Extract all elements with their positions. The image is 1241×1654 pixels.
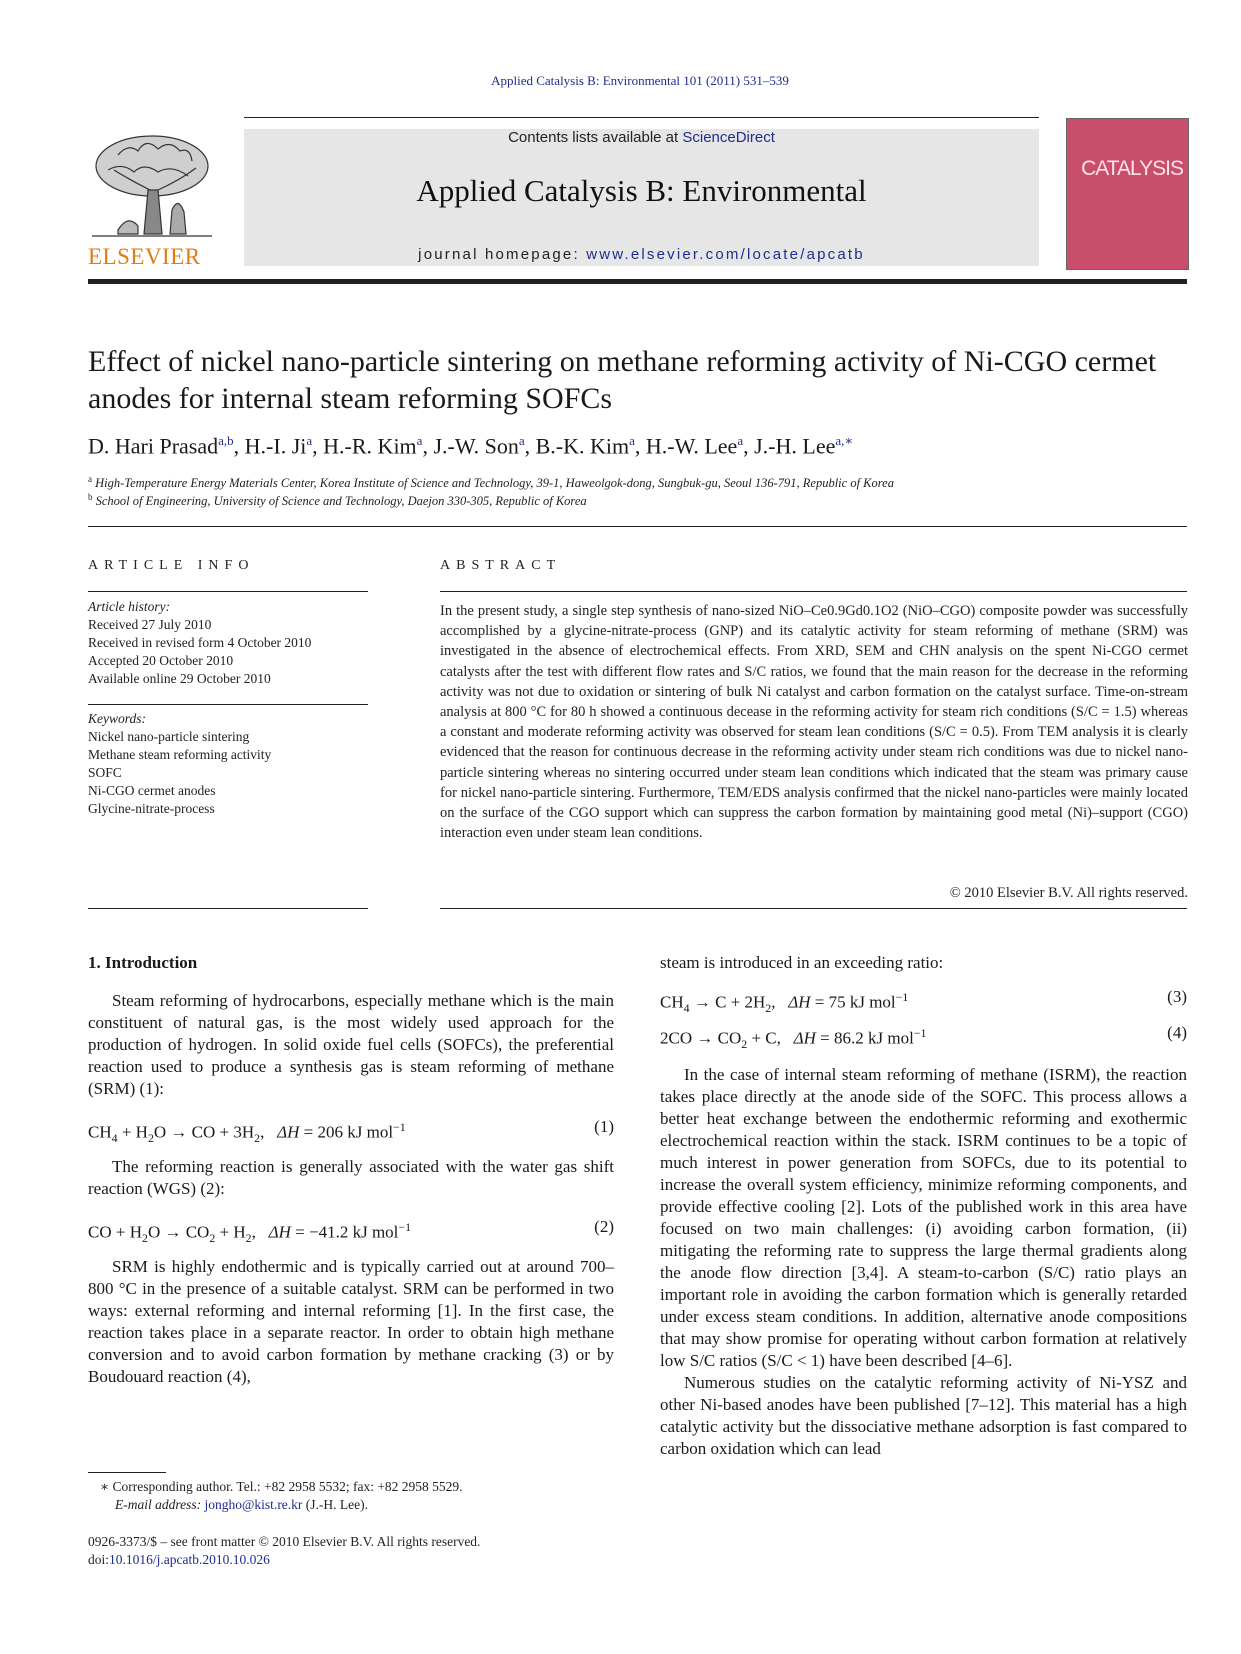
equation-dh: 206 kJ mol: [317, 1122, 394, 1142]
affiliation-mark: a: [88, 474, 92, 484]
doi-link[interactable]: 10.1016/j.apcatb.2010.10.026: [109, 1552, 270, 1567]
author-name: J.-H. Lee: [754, 433, 836, 459]
header-rule-thick: [88, 279, 1187, 284]
doi-line: [88, 1552, 270, 1568]
history-item: Received 27 July 2010: [88, 617, 212, 632]
author-name: B.-K. Kim: [535, 433, 630, 459]
author-name: H.-W. Lee: [645, 433, 738, 459]
footnote-corresponding: ∗ Corresponding author. Tel.: +82 2958 5532; fax: +82 2958 5529.: [100, 1479, 463, 1494]
keywords-label: Keywords:: [88, 711, 146, 726]
elsevier-wordmark: ELSEVIER: [88, 244, 201, 269]
homepage-link[interactable]: www.elsevier.com/locate/apcatb: [586, 246, 865, 263]
history-item: Available online 29 October 2010: [88, 671, 271, 686]
keyword-item: Glycine-nitrate-process: [88, 801, 215, 816]
contents-line: [244, 129, 1039, 146]
body-paragraph: SRM is highly endothermic and is typically carried out at around 700–800 °C in the presence of a suitable catalyst. SRM can be performed in two ways: external reforming and internal reforming [1]. In the first case, the reaction takes place in a separate reactor. In order to obtain high methane conversion and to avoid carbon formation by methane cracking (3) or by Boudouard reaction (4),: [88, 1257, 614, 1386]
affiliation: [88, 474, 1198, 491]
equation-dh: 86.2 kJ mol: [833, 1028, 914, 1048]
author-affil-mark[interactable]: a,b: [218, 433, 234, 448]
divider: [88, 908, 368, 909]
footnote-rule: [88, 1472, 166, 1473]
equation-4: $2CO \to CO_2 + C$, ΔH = 86.2 kJ mol$^{-1}$ (4): [660, 1023, 1187, 1052]
equation-dh: −41.2 kJ mol: [308, 1222, 399, 1242]
homepage-prefix: journal homepage:: [418, 246, 587, 263]
body-right-column: [660, 952, 1187, 1460]
author-affil-mark[interactable]: a,∗: [835, 433, 854, 448]
homepage-line: [244, 246, 1039, 263]
journal-title: Applied Catalysis B: Environmental: [416, 173, 867, 208]
author-name: J.-W. Son: [433, 433, 519, 459]
affiliation: [88, 492, 1198, 509]
affiliation-text: School of Engineering, University of Science and Technology, Daejon 330-305, Republic of Korea: [95, 494, 587, 509]
doi-label: doi:: [88, 1552, 110, 1567]
divider: [88, 704, 368, 705]
affiliation-text: High-Temperature Energy Materials Center, Korea Institute of Science and Technology, 39-1, Haweolgok-dong, Sungbuk-gu, Seoul 136-791, Republic of Korea: [95, 476, 894, 491]
keyword-item: Methane steam reforming activity: [88, 747, 272, 762]
equation-number: (1): [594, 1117, 614, 1136]
email-suffix: (J.-H. Lee).: [302, 1497, 369, 1512]
divider: [88, 591, 368, 592]
abstract-heading: ABSTRACT: [440, 558, 562, 573]
equation-number: (3): [1167, 987, 1187, 1006]
journal-banner: [244, 129, 1039, 266]
issn-line: 0926-3373/$ – see front matter © 2010 Elsevier B.V. All rights reserved.: [88, 1534, 481, 1549]
sciencedirect-link[interactable]: ScienceDirect: [682, 129, 775, 146]
journal-citation[interactable]: Applied Catalysis B: Environmental 101 (2011) 531–539: [491, 73, 789, 88]
contents-prefix: Contents lists available at: [508, 129, 683, 146]
equation-3: $CH_4 \to C + 2H_2$, ΔH = 75 kJ mol$^{-1}$ (3): [660, 987, 1187, 1016]
author-name: H.-I. Ji: [244, 433, 307, 459]
email-label: E-mail address:: [115, 1497, 205, 1512]
article-history: [88, 598, 370, 688]
body-paragraph: Numerous studies on the catalytic reforming activity of Ni-YSZ and other Ni-based anodes have been published [7–12]. This material has a high catalytic activity but the dissociative methane adsorption is fast compared to carbon oxidation which can lead: [660, 1373, 1187, 1458]
article-info-heading: ARTICLE INFO: [88, 558, 255, 573]
history-item: Accepted 20 October 2010: [88, 653, 234, 668]
body-text: steam is introduced in an exceeding ratio:: [660, 953, 944, 972]
divider: [440, 908, 1187, 909]
keyword-item: SOFC: [88, 765, 122, 780]
keyword-item: Nickel nano-particle sintering: [88, 729, 250, 744]
equation-2: CO + $H_2O \to CO_2 + H_2$, ΔH = −41.2 kJ mol$^{-1}$ (2): [88, 1217, 614, 1246]
equation-1: $CH_4 + H_2O$ → CO + $3H_2$, ΔH = 206 kJ mol$^{-1}$ (1): [88, 1117, 614, 1146]
cover-title: CATALYSIS: [1081, 157, 1183, 180]
section-heading: 1. Introduction: [88, 953, 198, 972]
body-paragraph: Steam reforming of hydrocarbons, especially methane which is the main constituent of natural gas, is the most widely used approach for the production of hydrogen. In solid oxide fuel cells (SOFCs), the preferential reaction used to produce a synthesis gas is steam reforming of methane (SRM) (1):: [88, 991, 614, 1098]
author-name: D. Hari Prasad: [88, 433, 219, 459]
elsevier-tree-logo: [88, 130, 216, 240]
divider: [88, 526, 1187, 527]
author-name: H.-R. Kim: [323, 433, 417, 459]
keyword-item: Ni-CGO cermet anodes: [88, 783, 216, 798]
equation-dh: 75 kJ mol: [828, 992, 896, 1012]
affiliation-mark: b: [88, 492, 93, 502]
history-item: Received in revised form 4 October 2010: [88, 635, 312, 650]
abstract-text: In the present study, a single step synthesis of nano-sized NiO–Ce0.9Gd0.1O2 (NiO–CGO) composite powder was successfully accomplished by a glycine-nitrate-process (GNP) and its catalytic activity for steam reforming of methane (SRM) was investigated in the absence of electrochemical effects. From XRD, SEM and CHN analysis on the spent Ni-CGO cermet catalysts after the test with different flow rates and S/C ratios, we found that the main reason for the decrease in the reforming activity was not due to oxidation or sintering of bulk Ni catalyst and carbon formation on the catalyst surface. Time-on-stream analysis at 800 °C for 80 h showed a continuous decease in the reforming activity for steam rich conditions (S/C = 1.5) whereas a constant and moderate reforming activity was observed for steam lean conditions (S/C = 0.5). From TEM analysis it is clearly evidenced that the reason for continuous decrease in the reforming activity under steam rich conditions was due to nickel nano-particle sintering whereas no sintering occurred under steam lean conditions which indicated that the steam was primary cause for nickel nano-particle sintering. Furthermore, TEM/EDS analysis confirmed that the nickel nano-particles were mainly located on the surface of the CGO support which can suppress the carbon formation by maintaining good metal (Ni)–support (CGO) interaction even under steam lean conditions.: [440, 603, 1188, 842]
body-paragraph: The reforming reaction is generally associated with the water gas shift reaction (WGS) (2):: [88, 1157, 614, 1198]
footnote-email: [115, 1497, 368, 1513]
abstract-copyright: © 2010 Elsevier B.V. All rights reserved.: [949, 885, 1188, 901]
journal-cover-image: [1066, 118, 1189, 270]
equation-number: (4): [1167, 1023, 1187, 1042]
email-link[interactable]: jongho@kist.re.kr: [204, 1497, 303, 1512]
body-left-column: [88, 952, 614, 1388]
equation-number: (2): [594, 1217, 614, 1236]
body-paragraph: In the case of internal steam reforming of methane (ISRM), the reaction takes place directly at the anode side of the SOFC. This process allows a better heat exchange between the endothermic reforming and exothermic electrochemical reaction within the stack. ISRM continues to be a topic of much interest in power generation from SOFCs, due to its potential to increase the overall system efficiency, minimize reforming components, and provide effective cooling [2]. Lots of the published work in this area have focused on two main challenges: (i) avoiding carbon formation, (ii) mitigating the reforming rate to suppress the large thermal gradients along the anode flow direction [3,4]. A steam-to-carbon (S/C) ratio plays an important role in avoiding the carbon formation which is generally retarded under excess steam conditions. In addition, alternative anode compositions that may show promise for operating without carbon formation at relatively low S/C ratios (S/C < 1) have been described [4–6].: [660, 1065, 1187, 1370]
keywords: [88, 710, 370, 818]
header-rule-top: [244, 117, 1039, 118]
author-affil-mark[interactable]: a: [518, 433, 525, 448]
divider: [440, 591, 1187, 592]
history-label: Article history:: [88, 599, 171, 614]
author-list: D. Hari Prasad$^{a,b}$, H.-I. Ji$^a$, H.-R. Kim$^a$, J.-W. Son$^a$, B.-K. Kim$^a$, H.-W. Lee$^a$, J.-H. Lee$^{a,∗}$: [88, 433, 854, 459]
article-title: Effect of nickel nano-particle sintering on methane reforming activity of Ni-CGO cermet anodes for internal steam reforming SOFCs: [88, 345, 1157, 415]
author-affil-mark[interactable]: a: [416, 433, 423, 448]
author-affil-mark[interactable]: a: [629, 433, 635, 448]
author-affil-mark[interactable]: a: [306, 433, 313, 448]
author-affil-mark[interactable]: a: [737, 433, 744, 448]
